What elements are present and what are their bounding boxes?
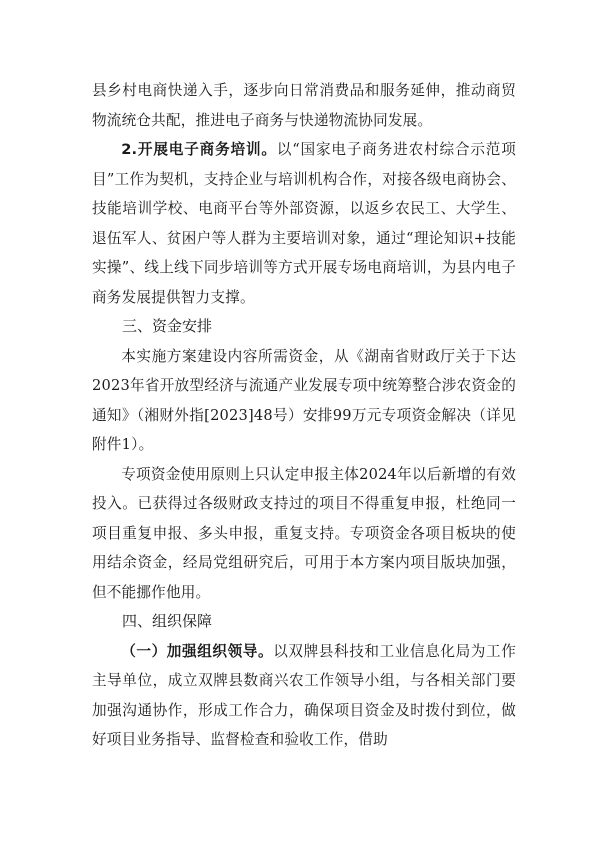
paragraph-funding-source — [92, 342, 516, 460]
paragraph-text: 以“国家电子商务进农村综合示范项目”工作为契机，支持企业与培训机构合作，对接各级电商协会、技能培训学校、电商平台等外部资源，以返乡农民工、大学生、退伍军人、贫困户等人群为主要培训对象，通过“理论知识+技能实操”、线上线下同步培训等方式开展专场电商培训，为县内电子商务发展提供智力支撑。 — [92, 141, 516, 306]
paragraph-text: 专项资金使用原则上只认定申报主体2024年以后新增的有效投入。已获得过各级财政支持过的项目不得重复申报，杜绝同一项目重复申报、多头申报，重复支持。专项资金各项目板块的使用结余资金，经局党组研究后，可用于本方案内项目版块加强，但不能挪作他用。 — [92, 465, 516, 601]
item-title: 2.开展电子商务培训。 — [121, 141, 277, 158]
paragraph-leadership — [92, 637, 516, 755]
paragraph-text: 以双牌县科技和工业信息化局为工作主导单位，成立双牌县数商兴农工作领导小组，与各相关部门要加强沟通协作，形成工作合力，确保项目资金及时拨付到位，做好项目业务指导、监督检查和验收工作，借助 — [92, 642, 516, 748]
page-body — [92, 76, 516, 755]
paragraph-text: 县乡村电商快递入手，逐步向日常消费品和服务延伸，推动商贸物流统仓共配，推进电子商务与快递物流协同发展。 — [92, 82, 516, 129]
section-heading-organization: 四、组织保障 — [122, 612, 213, 630]
paragraph-text: 本实施方案建设内容所需资金，从《湖南省财政厅关于下达2023年省开放型经济与流通产业发展专项中统筹整合涉农资金的通知》（湘财外指[2023]48号）安排99万元专项资金解决（详见附件1）。 — [92, 347, 516, 453]
paragraph-ecommerce-training — [92, 135, 516, 312]
paragraph-funding-principles — [92, 460, 516, 608]
section-heading-funding: 三、资金安排 — [122, 317, 213, 335]
paragraph-delivery-continuation — [92, 76, 516, 135]
item-title: （一）加强组织领导。 — [121, 642, 274, 660]
